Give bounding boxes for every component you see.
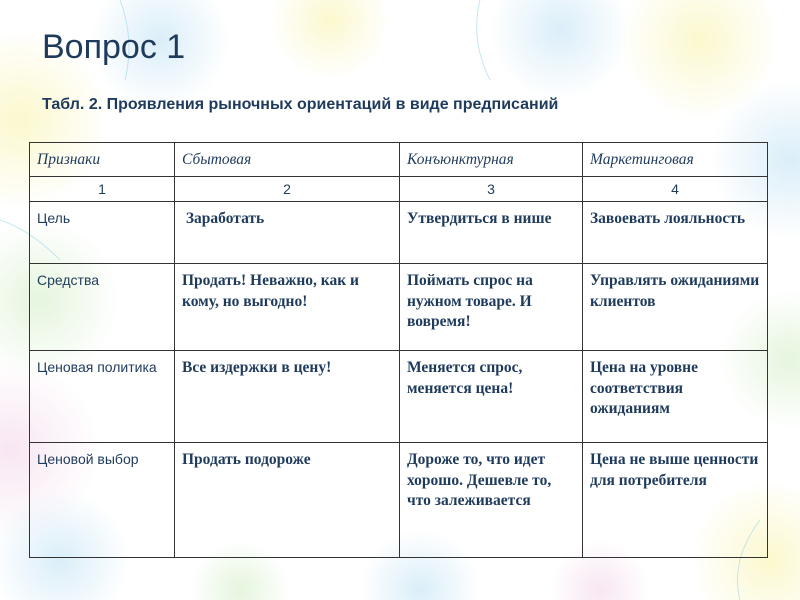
number-cell: 1 (30, 177, 175, 202)
table-row (30, 202, 768, 264)
row-label-cell: Средства (30, 264, 175, 351)
table-cell: Поймать спрос на нужном товаре. И вовремя! (400, 264, 583, 351)
row-label-cell: Ценовая политика (30, 351, 175, 443)
table-cell: Меняется спрос, меняется цена! (400, 351, 583, 443)
table-cell: Все издержки в цену! (175, 351, 400, 443)
table-cell: Завоевать лояльность (583, 202, 768, 264)
table-cell: Управлять ожиданиями клиентов (583, 264, 768, 351)
table-cell: Утвердиться в нише (400, 202, 583, 264)
table-header-row (30, 143, 768, 177)
table-cell: Заработать (175, 202, 400, 264)
number-cell: 3 (400, 177, 583, 202)
table-row (30, 443, 768, 558)
header-cell-conjuncture: Конъюнктурная (400, 143, 583, 177)
slide-title: Вопрос 1 (42, 28, 186, 66)
table-number-row (30, 177, 768, 202)
row-label-cell: Ценовой выбор (30, 443, 175, 558)
header-cell-signs: Признаки (30, 143, 175, 177)
number-cell: 2 (175, 177, 400, 202)
row-label-cell: Цель (30, 202, 175, 264)
table-row (30, 264, 768, 351)
table-cell: Дороже то, что идет хорошо. Дешевле то, что залеживается (400, 443, 583, 558)
header-cell-marketing: Маркетинговая (583, 143, 768, 177)
number-cell: 4 (583, 177, 768, 202)
table-cell: Продать! Неважно, как и кому, но выгодно! (175, 264, 400, 351)
orientations-table (29, 142, 768, 558)
table-row (30, 351, 768, 443)
table-cell: Цена на уровне соответствия ожиданиям (583, 351, 768, 443)
table-cell: Продать подороже (175, 443, 400, 558)
table-cell: Цена не выше ценности для потребителя (583, 443, 768, 558)
header-cell-sales: Сбытовая (175, 143, 400, 177)
table-caption: Табл. 2. Проявления рыночных ориентаций в виде предписаний (42, 96, 559, 113)
